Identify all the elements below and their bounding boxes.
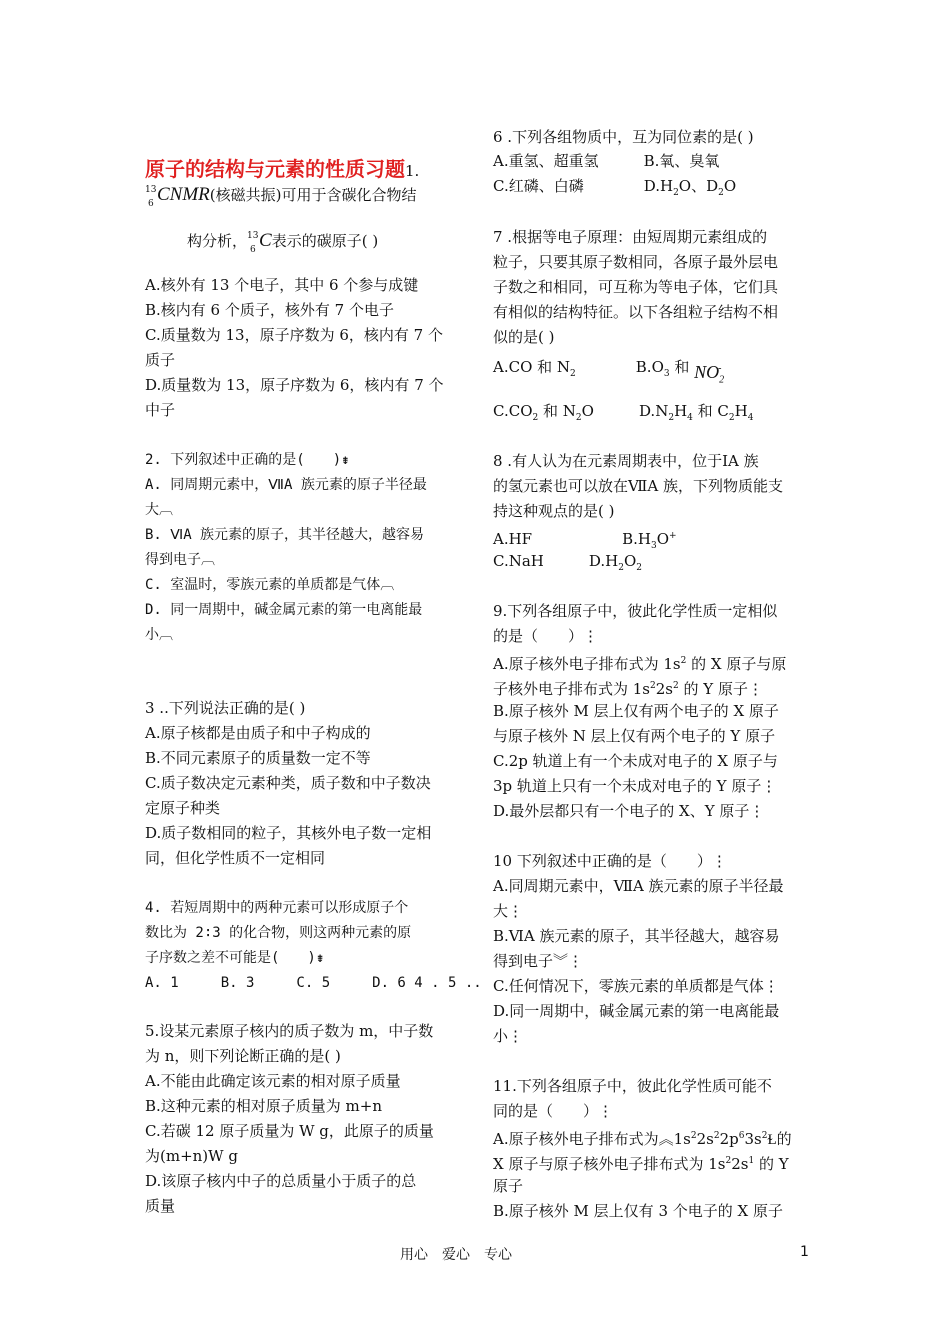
left-line-21: 定原子种类 <box>145 799 221 817</box>
right-line-7: 似的是( ) <box>493 328 555 346</box>
right-line-9: $C.CO_2$ 和 $N_2O$ $D.N_2H_4$ 和 $C_2H_4$ <box>493 402 754 423</box>
left-line-17: 3 ..下列说法正确的是( ) <box>145 699 306 717</box>
left-line-4: B.核内有 6 个质子，核外有 7 个电子 <box>145 301 394 319</box>
right-line-27: B.ⅥA 族元素的原子，其半径越大，越容易 <box>493 927 780 945</box>
isotope-notation: 13 6 <box>145 185 157 209</box>
left-line-0: 原子的结构与元素的性质习题1. <box>145 157 420 181</box>
right-line-31: 小⋮ <box>493 1027 524 1045</box>
left-line-25: 数比为 2∶3 的化合物，则这两种元素的原 <box>145 925 412 941</box>
right-line-14: C.NaH $D.H_2O_2$ <box>493 552 642 573</box>
right-line-16: 的是（ ）⋮ <box>493 627 599 645</box>
right-line-17: A.原子核外电子排布式为 $1s^2$ 的 X 原子与原 <box>493 655 787 673</box>
left-line-7: D.质量数为 13，原子序数为 6，核内有 7 个 <box>145 376 444 394</box>
left-line-28: 5.设某元素原子核内的质子数为 m，中子数 <box>145 1022 434 1040</box>
right-line-15: 9.下列各组原子中，彼此化学性质一定相似 <box>493 602 778 620</box>
right-line-19: B.原子核外 M 层上仅有两个电子的 X 原子 <box>493 702 779 720</box>
right-line-32: 11.下列各组原子中，彼此化学性质可能不 <box>493 1077 772 1095</box>
right-line-6: 有相似的结构特征。以下各组粒子结构不相 <box>493 303 779 321</box>
left-line-1: 13 6 CNMR(核磁共振)可用于含碳化合物结 <box>145 184 417 209</box>
left-line-29: 为 n，则下列论断正确的是( ) <box>145 1047 341 1065</box>
left-line-34: D.该原子核内中子的总质量小于质子的总 <box>145 1172 417 1190</box>
right-line-24: 10 下列叙述中正确的是（ ）⋮ <box>493 852 727 870</box>
right-line-23: D.最外层都只有一个电子的 X、Y 原子⋮ <box>493 802 765 820</box>
right-line-29: C.任何情况下，零族元素的单质都是气体⋮ <box>493 977 779 995</box>
right-line-25: A.同周期元素中，ⅦA 族元素的原子半径最 <box>493 877 784 895</box>
left-line-9: 2. 下列叙述中正确的是( )⇟ <box>145 452 350 468</box>
right-line-8: A.CO 和 $N_2$ $B.O_3$ 和 $NO_2^-$ <box>493 358 725 386</box>
left-line-11: 大︹ <box>145 502 173 518</box>
left-line-20: C.质子数决定元素种类，质子数和中子数决 <box>145 774 431 792</box>
left-line-16: 小︹ <box>145 627 173 643</box>
left-line-6: 质子 <box>145 351 176 369</box>
left-line-5: C.质量数为 13，原子序数为 6，核内有 7 个 <box>145 326 443 344</box>
right-line-36: 原子 <box>493 1177 524 1195</box>
right-line-13: A.HF $B.H_3O^+$ <box>493 530 677 551</box>
left-line-13: 得到电子︹ <box>145 552 215 568</box>
left-line-30: A.不能由此确定该元素的相对原子质量 <box>145 1072 401 1090</box>
right-line-1: A.重氢、超重氢 B.氧、臭氧 <box>493 152 720 170</box>
page-number: 1 <box>800 1244 809 1260</box>
left-line-26: 子序数之差不可能是( )⇟ <box>145 950 325 966</box>
right-line-30: D.同一周期中，碱金属元素的第一电离能最 <box>493 1002 780 1020</box>
right-line-34: A.原子核外电子排布式为$︽1s^22s^22p^63s^2Ɫ$的 <box>493 1130 792 1148</box>
left-line-14: C. 室温时，零族元素的单质都是气体︹ <box>145 577 395 593</box>
right-line-10: 8 .有人认为在元素周期表中，位于ⅠA 族 <box>493 452 759 470</box>
left-line-12: B. ⅥA 族元素的原子，其半径越大，越容易 <box>145 527 425 543</box>
right-line-2: C.红磷、白磷 $D.H_2O$、$D_2O$ <box>493 177 737 198</box>
right-line-26: 大⋮ <box>493 902 524 920</box>
right-line-12: 持这种观点的是( ) <box>493 502 615 520</box>
right-line-37: B.原子核外 M 层上仅有 3 个电子的 X 原子 <box>493 1202 783 1220</box>
left-line-22: D.质子数相同的粒子，其核外电子数一定相 <box>145 824 432 842</box>
right-line-5: 子数之和相同，可互称为等电子体，它们具 <box>493 278 779 296</box>
left-line-35: 质量 <box>145 1197 176 1215</box>
right-line-22: 3p 轨道上只有一个未成对电子的 Y 原子⋮ <box>493 777 777 795</box>
right-line-18: 子核外电子排布式为 $1s^22s^2$ 的 Y 原子⋮ <box>493 680 763 698</box>
document-title: 原子的结构与元素的性质习题 <box>145 157 405 181</box>
right-line-11: 的氢元素也可以放在ⅦA 族，下列物质能支 <box>493 477 783 495</box>
right-line-28: 得到电子︾⋮ <box>493 952 584 970</box>
left-line-24: 4. 若短周期中的两种元素可以形成原子个 <box>145 900 409 916</box>
left-line-27: A. 1 B. 3 C. 5 D. 6 4 . 5 .. <box>145 975 482 991</box>
left-line-3: A.核外有 13 个电子，其中 6 个参与成键 <box>145 276 419 294</box>
right-line-0: 6 .下列各组物质中，互为同位素的是( ) <box>493 128 754 146</box>
right-line-21: C.2p 轨道上有一个未成对电子的 X 原子与 <box>493 752 778 770</box>
left-line-33: 为(m+n)W g <box>145 1147 238 1165</box>
left-line-2: 构分析， 13 6 C表示的碳原子( ) <box>187 230 379 255</box>
left-line-10: A. 同周期元素中，ⅦA 族元素的原子半径最 <box>145 477 427 493</box>
footer-text: 用心 爱心 专心 <box>400 1247 512 1263</box>
right-line-20: 与原子核外 N 层上仅有两个电子的 Y 原子 <box>493 727 776 745</box>
right-line-3: 7 .根据等电子原理：由短周期元素组成的 <box>493 228 768 246</box>
right-line-4: 粒子，只要其原子数相同，各原子最外层电 <box>493 253 779 271</box>
right-line-35: X 原子与原子核外电子排布式为 $1s^22s^1$ 的 Y <box>493 1155 789 1173</box>
left-line-31: B.这种元素的相对原子质量为 m+n <box>145 1097 383 1115</box>
left-line-19: B.不同元素原子的质量数一定不等 <box>145 749 371 767</box>
left-line-8: 中子 <box>145 401 176 419</box>
left-line-32: C.若碳 12 原子质量为 W g，此原子的质量 <box>145 1122 434 1140</box>
left-line-23: 同，但化学性质不一定相同 <box>145 849 326 867</box>
isotope-notation: 13 6 <box>247 231 259 255</box>
right-line-33: 同的是（ ）⋮ <box>493 1102 614 1120</box>
left-line-15: D. 同一周期中，碱金属元素的第一电离能最 <box>145 602 423 618</box>
left-line-18: A.原子核都是由质子和中子构成的 <box>145 724 371 742</box>
